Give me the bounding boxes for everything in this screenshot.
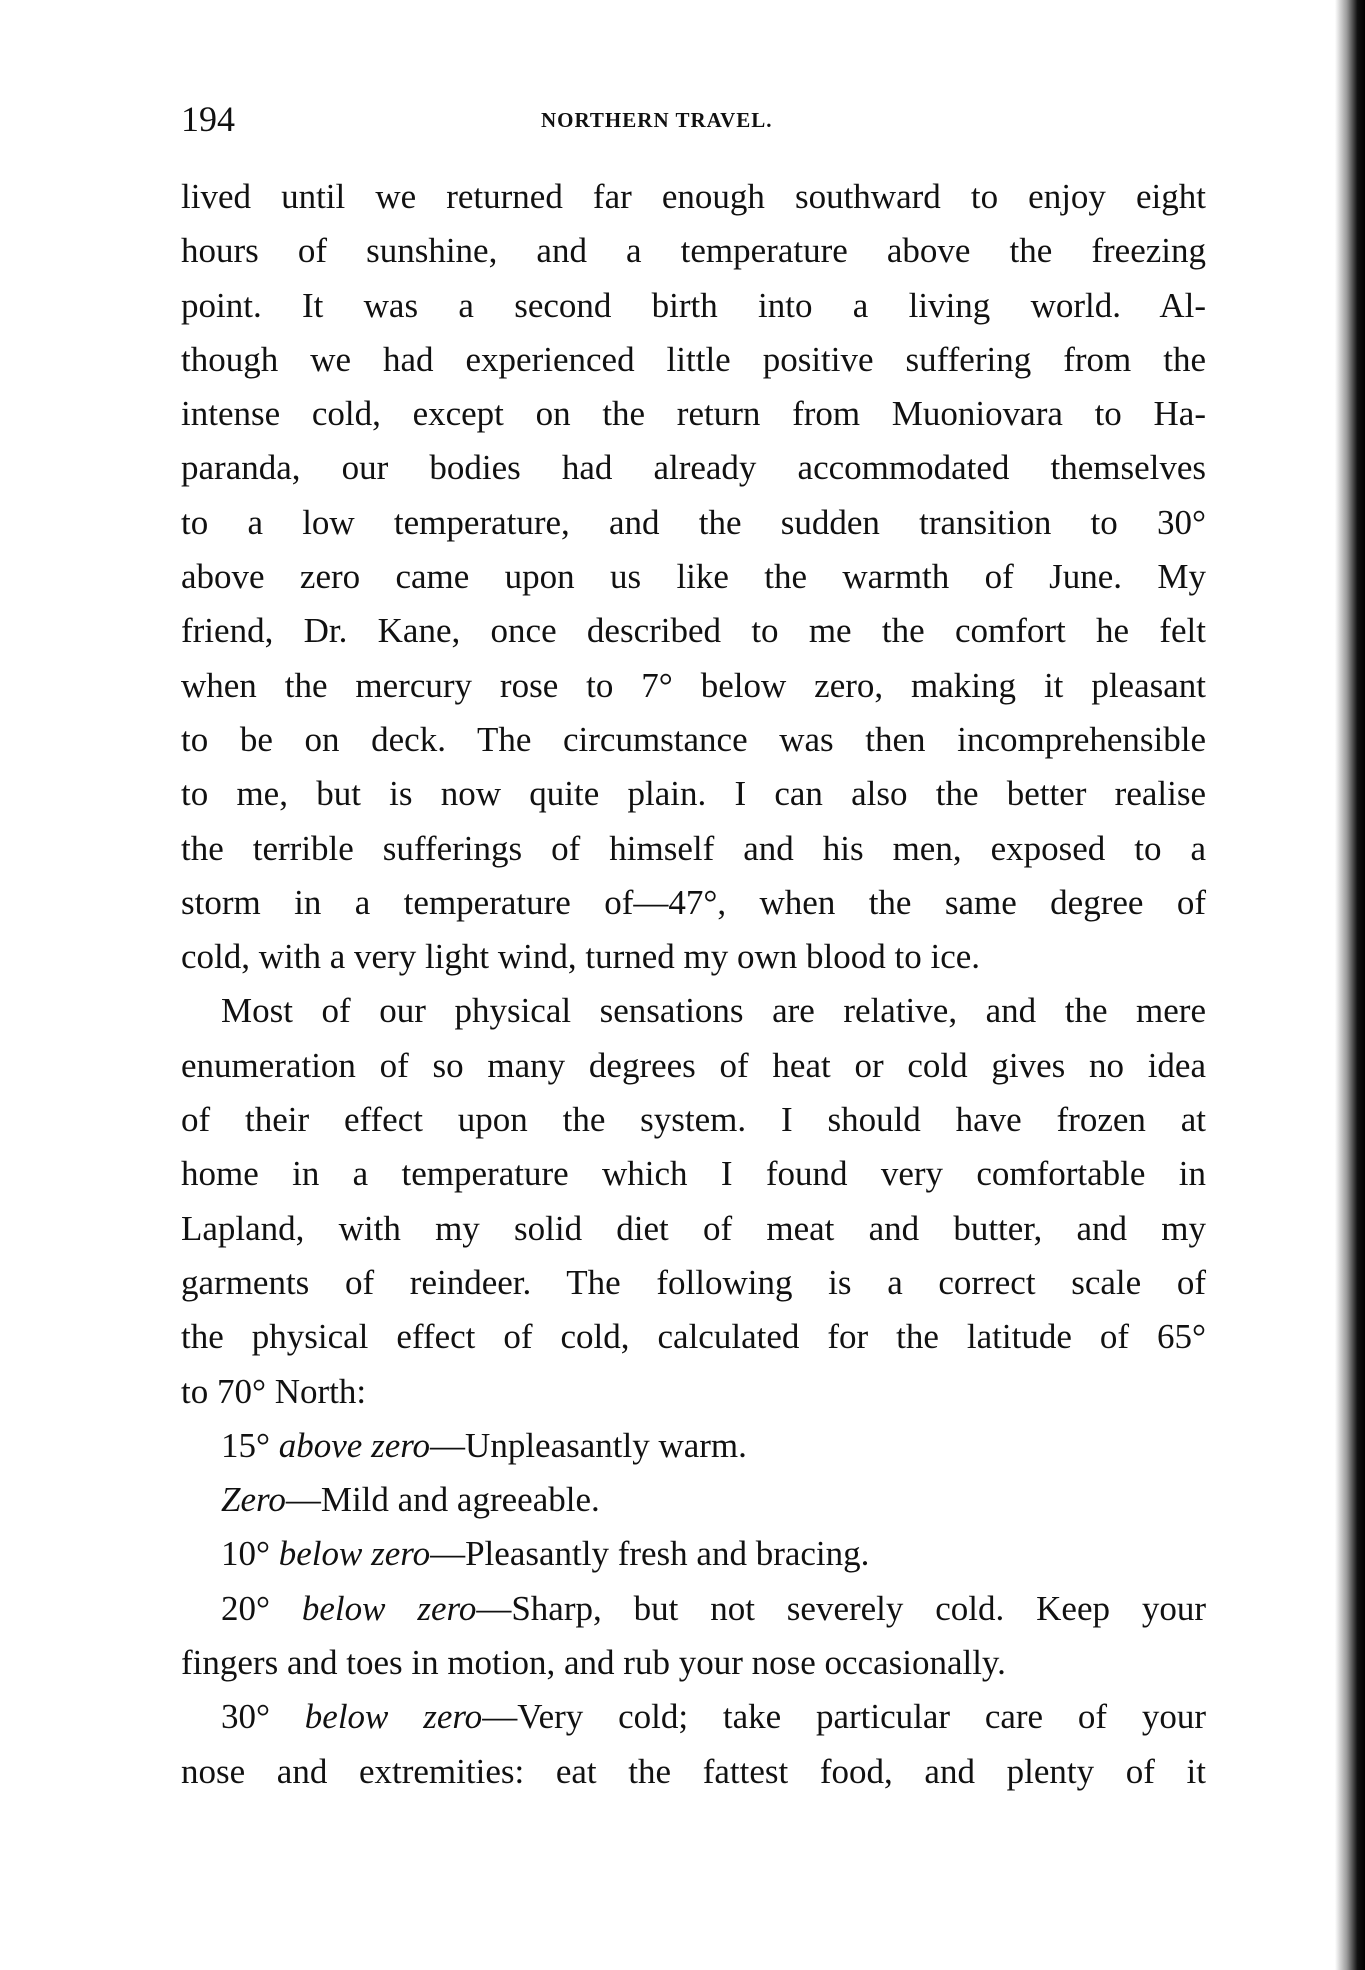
line-text: lived until we returned far enough southward to enjoy eight (181, 177, 1206, 216)
text-line (181, 984, 1206, 1038)
text-line (181, 1093, 1206, 1147)
text-line (181, 604, 1206, 658)
text-line (181, 279, 1206, 333)
line-text: to a low temperature, and the sudden transition to 30° (181, 502, 1206, 542)
line-text: the physical effect of cold, calculated for the latitude of 65° (181, 1317, 1206, 1357)
text-line (181, 1310, 1206, 1364)
scale-term: Zero (221, 1480, 286, 1520)
text-line (181, 170, 1206, 224)
text-line (181, 387, 1206, 441)
text-line (181, 1039, 1206, 1093)
line-text: cold, with a very light wind, turned my own blood to ice. (181, 937, 981, 977)
line-text: paranda, our bodies had already accommodated themselves (181, 448, 1206, 488)
line-text: point. It was a second birth into a living world. Al- (181, 285, 1206, 325)
scale-degree: 15° (221, 1425, 279, 1465)
text-line (181, 550, 1206, 604)
line-text: when the mercury rose to 7° below zero, making it pleasant (181, 665, 1206, 705)
text-line (181, 822, 1206, 876)
scale-term: below zero (278, 1534, 431, 1574)
text-line (181, 1365, 1206, 1419)
line-text: to be on deck. The circumstance was then incomprehensible (181, 719, 1206, 759)
text-line (181, 1527, 1206, 1581)
line-text: the terrible sufferings of himself and his men, exposed to a (181, 828, 1206, 868)
line-text: to 70° North: (181, 1371, 367, 1411)
scale-term: above zero (278, 1425, 431, 1465)
text-line (181, 224, 1206, 278)
page-body-text (181, 170, 1206, 1799)
line-text: friend, Dr. Kane, once described to me the comfort he felt (181, 611, 1206, 651)
text-line (181, 1745, 1206, 1799)
text-line (181, 876, 1206, 930)
line-text: home in a temperature which I found very comfortable in (181, 1154, 1206, 1194)
text-line (181, 1473, 1206, 1527)
running-title: NORTHERN TRAVEL. (541, 108, 773, 132)
page-number: 194 (181, 99, 235, 139)
text-line (181, 1582, 1206, 1636)
scale-degree: 20° (221, 1588, 302, 1628)
line-text: Most of our physical sensations are relative, and the mere (221, 991, 1206, 1031)
line-text: storm in a temperature of—47°, when the same degree of (181, 882, 1206, 922)
line-text: hours of sunshine, and a temperature above the freezing (181, 231, 1206, 271)
scanned-page-edge (1335, 0, 1365, 1970)
text-line (181, 1202, 1206, 1256)
text-line (181, 1147, 1206, 1201)
text-line (181, 1690, 1206, 1744)
text-line (181, 1419, 1206, 1473)
scale-term: below zero (304, 1697, 483, 1737)
line-text: though we had experienced little positive suffering from the (181, 339, 1206, 379)
text-line (181, 441, 1206, 495)
line-text: nose and extremities: eat the fattest food, and plenty of it (181, 1751, 1206, 1791)
line-text: enumeration of so many degrees of heat or cold gives no idea (181, 1045, 1206, 1085)
line-text: intense cold, except on the return from Muoniovara to Ha- (181, 394, 1206, 434)
line-text: —Sharp, but not severely cold. Keep your (476, 1588, 1206, 1628)
scale-degree: 10° (221, 1534, 279, 1574)
text-line (181, 659, 1206, 713)
line-text: Lapland, with my solid diet of meat and butter, and my (181, 1208, 1206, 1248)
text-line (181, 930, 1206, 984)
scale-degree: 30° (221, 1697, 305, 1737)
text-line (181, 767, 1206, 821)
line-text: above zero came upon us like the warmth of June. My (181, 557, 1206, 597)
line-text: of their effect upon the system. I should have frozen at (181, 1100, 1206, 1140)
line-text: garments of reindeer. The following is a correct scale of (181, 1262, 1206, 1302)
text-line (181, 1636, 1206, 1690)
line-text: —Pleasantly fresh and bracing. (430, 1534, 870, 1574)
text-line (181, 333, 1206, 387)
line-text: to me, but is now quite plain. I can also the better realise (181, 774, 1206, 814)
scale-term: below zero (301, 1588, 477, 1628)
text-line (181, 496, 1206, 550)
line-text: —Mild and agreeable. (285, 1480, 600, 1520)
text-line (181, 1256, 1206, 1310)
text-line (181, 713, 1206, 767)
running-header (181, 98, 1206, 138)
line-text: —Unpleasantly warm. (430, 1425, 747, 1465)
line-text: fingers and toes in motion, and rub your nose occasionally. (181, 1643, 1006, 1683)
line-text: —Very cold; take particular care of your (482, 1697, 1206, 1737)
